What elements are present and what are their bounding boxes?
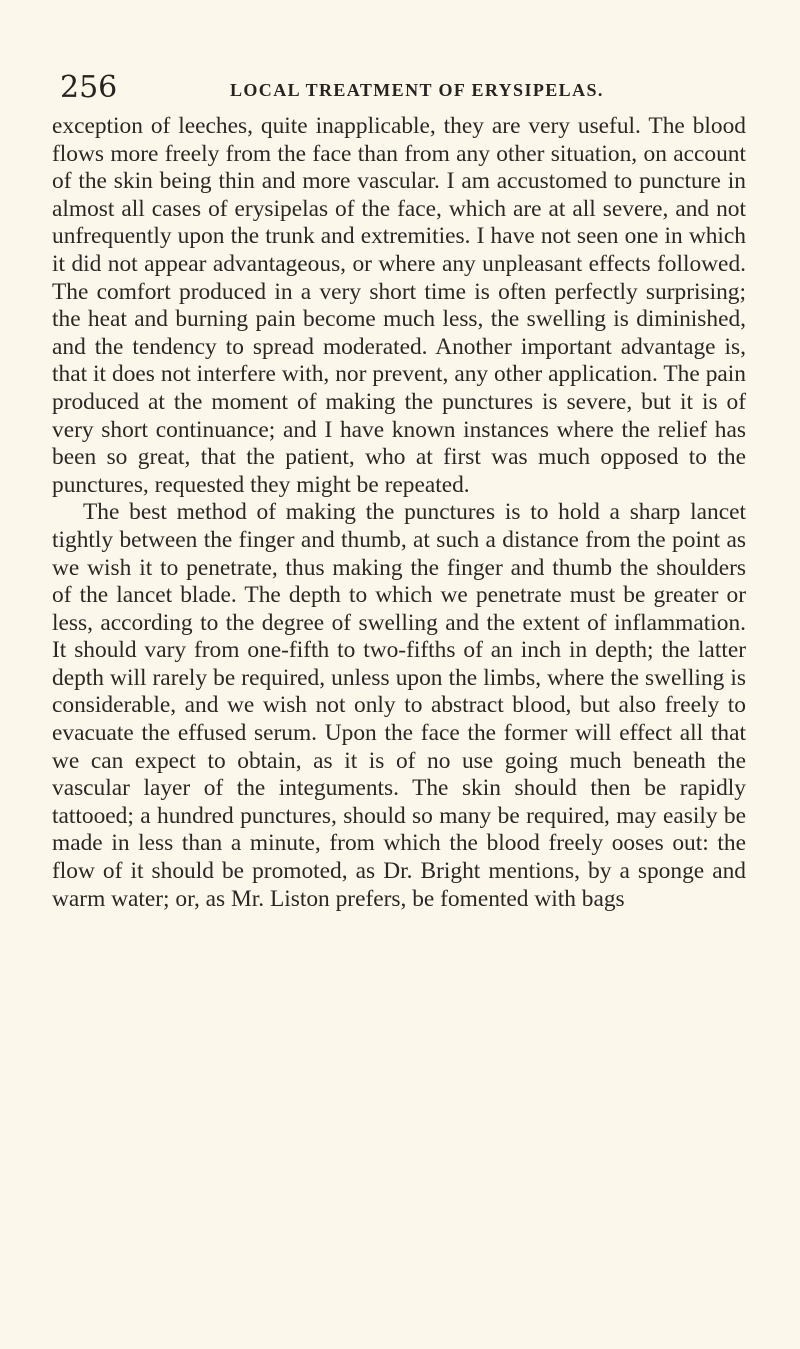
body-text: [52, 113, 746, 913]
running-head: [60, 68, 750, 112]
paragraph-continued: exception of leeches, quite inapplicable, they are very useful. The blood flows more freely from the face than from any other situation, on account of the skin being thin and more vascular. I am accustomed to puncture in almost all cases of erysipelas of the face, which are at all severe, and not unfrequently upon the trunk and extremities. I have not seen one in which it did not appear advantageous, or where any unpleasant effects followed. The comfort produced in a very short time is often perfectly surprising; the heat and burning pain become much less, the swelling is diminished, and the tendency to spread moderated. Another important advantage is, that it does not interfere with, nor prevent, any other application. The pain produced at the moment of making the punctures is severe, but it is of very short continuance; and I have known instances where the relief has been so great, that the patient, who at first was much opposed to the punctures, requested they might be repeated.: [52, 113, 746, 498]
running-head-title: LOCAL TREATMENT OF ERYSIPELAS.: [230, 80, 604, 100]
paragraph-puncture-method: The best method of making the punctures is to hold a sharp lancet tightly between the finger and thumb, at such a distance from the point as we wish it to penetrate, thus making the finger and thumb the shoulders of the lancet blade. The depth to which we penetrate must be greater or less, according to the degree of swelling and the extent of inflammation. It should vary from one-fifth to two-fifths of an inch in depth; the latter depth will rarely be required, unless upon the limbs, where the swelling is considerable, and we wish not only to abstract blood, but also freely to evacuate the effused serum. Upon the face the former will effect all that we can expect to obtain, as it is of no use going much beneath the vascular layer of the integuments. The skin should then be rapidly tattooed; a hundred punctures, should so many be required, may easily be made in less than a minute, from which the blood freely ooses out: the flow of it should be promoted, as Dr. Bright mentions, by a sponge and warm water; or, as Mr. Liston prefers, be fomented with bags: [52, 499, 746, 912]
page-number: 256: [60, 70, 118, 105]
